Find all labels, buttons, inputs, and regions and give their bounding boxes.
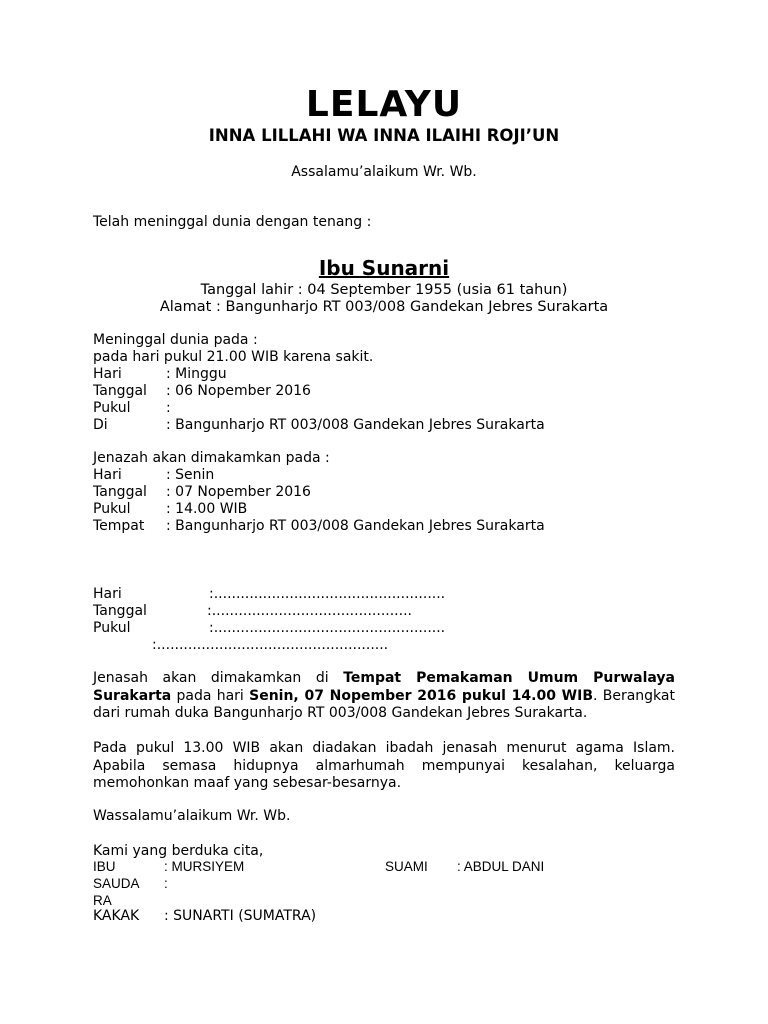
death-row-label: Di bbox=[93, 417, 108, 433]
blank-extra-line: :.................................................... bbox=[152, 637, 389, 653]
death-row-value: : bbox=[166, 400, 171, 416]
death-row-label: Tanggal bbox=[93, 383, 147, 399]
death-row bbox=[93, 366, 227, 383]
burial-row-label: Hari bbox=[93, 467, 122, 483]
death-row-value: : Bangunharjo RT 003/008 Gandekan Jebres Surakarta bbox=[166, 417, 545, 433]
family-sauda-value: : bbox=[164, 876, 168, 891]
family-ibu-label: IBU bbox=[93, 859, 116, 874]
family-suami-label: SUAMI bbox=[385, 859, 428, 874]
document-subtitle: INNA LILLAHI WA INNA ILAIHI ROJI’UN bbox=[208, 126, 560, 145]
blank-row-value: :............................................. bbox=[207, 603, 412, 619]
burial-row-value: : 07 Nopember 2016 bbox=[166, 484, 311, 500]
blank-row-label: Tanggal bbox=[93, 603, 147, 619]
family-kakak-label: KAKAK bbox=[93, 908, 140, 924]
announcement-paragraph bbox=[93, 670, 675, 723]
cemetery-name: Tempat Pemakaman Umum Purwalaya Surakarta bbox=[93, 670, 675, 704]
blank-row bbox=[93, 586, 445, 603]
burial-row-label: Tempat bbox=[93, 518, 145, 534]
burial-row-value: : Bangunharjo RT 003/008 Gandekan Jebres Surakarta bbox=[166, 518, 545, 534]
deceased-name: Ibu Sunarni bbox=[318, 256, 450, 280]
death-row-value: : 06 Nopember 2016 bbox=[166, 383, 311, 399]
deceased-address: Alamat : Bangunharjo RT 003/008 Gandekan Jebres Surakarta bbox=[159, 299, 609, 315]
family-sauda-label: SAUDA bbox=[93, 876, 140, 891]
death-line: pada hari pukul 21.00 WIB karena sakit. bbox=[93, 349, 374, 365]
family-suami-value: : ABDUL DANI bbox=[457, 859, 545, 874]
closing-greeting: Wassalamu’alaikum Wr. Wb. bbox=[93, 808, 291, 824]
family-ibu-value: : MURSIYEM bbox=[164, 859, 245, 874]
burial-datetime: Senin, 07 Nopember 2016 pukul 14.00 WIB bbox=[249, 687, 593, 704]
blank-row bbox=[93, 620, 445, 637]
burial-heading: Jenazah akan dimakamkan pada : bbox=[93, 450, 330, 466]
service-paragraph: Pada pukul 13.00 WIB akan diadakan ibadah jenasah menurut agama Islam. Apabila semasa hidupnya almarhumah mempunyai kesalahan, keluarga memohonkan maaf yang sebesar-besarnya. bbox=[93, 740, 675, 791]
burial-row bbox=[93, 467, 214, 484]
blank-row bbox=[93, 603, 412, 620]
burial-row-label: Tanggal bbox=[93, 484, 147, 500]
document-title: LELAYU bbox=[305, 84, 463, 125]
family-ra-label: RA bbox=[93, 893, 112, 908]
death-row bbox=[93, 417, 545, 434]
blank-row-label: Pukul bbox=[93, 620, 131, 636]
death-row-label: Pukul bbox=[93, 400, 131, 416]
death-row bbox=[93, 400, 171, 417]
family-kakak-value: : SUNARTI (SUMATRA) bbox=[164, 908, 317, 924]
burial-row bbox=[93, 501, 247, 518]
burial-row-value: : 14.00 WIB bbox=[166, 501, 248, 517]
death-row-label: Hari bbox=[93, 366, 122, 382]
burial-row-label: Pukul bbox=[93, 501, 131, 517]
intro-text: Telah meninggal dunia dengan tenang : bbox=[93, 214, 372, 230]
burial-row bbox=[93, 484, 311, 501]
family-heading: Kami yang berduka cita, bbox=[93, 843, 264, 859]
burial-row bbox=[93, 518, 545, 535]
announcement-text: . Berangkat dari rumah duka Bangunharjo RT 003/008 Gandekan Jebres Surakarta. bbox=[93, 687, 675, 721]
burial-row-value: : Senin bbox=[166, 467, 215, 483]
deceased-birth: Tanggal lahir : 04 September 1955 (usia 61 tahun) bbox=[200, 282, 568, 298]
death-row-value: : Minggu bbox=[166, 366, 227, 382]
announcement-text: pada hari bbox=[171, 687, 250, 704]
greeting: Assalamu’alaikum Wr. Wb. bbox=[291, 164, 477, 180]
announcement-text: Jenasah akan dimakamkan di bbox=[93, 670, 344, 686]
blank-row-value: :.................................................... bbox=[209, 620, 446, 636]
blank-row-value: :.................................................... bbox=[209, 586, 446, 602]
blank-row-label: Hari bbox=[93, 586, 122, 602]
death-heading: Meninggal dunia pada : bbox=[93, 332, 258, 348]
death-row bbox=[93, 383, 311, 400]
